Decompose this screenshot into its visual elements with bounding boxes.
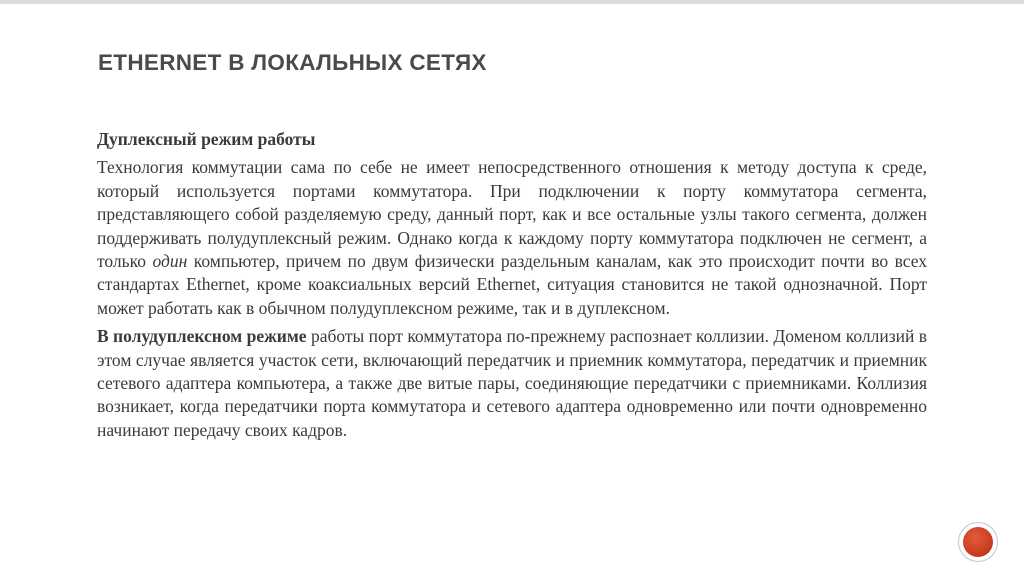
- paragraph-text: работы порт коммутатора по-прежнему распознает коллизии. Доменом коллизий в этом случае является участок сети, включающий передатчик и приемник коммутатора, передатчик и приемник сетевого адаптера компьютера, а также две витые пары, соединяющие передатчики с приемниками. Коллизия возникает, когда передатчики порта коммутатора и сетевого адаптера одновременно или почти одновременно начинают передачу своих кадров.: [97, 326, 927, 440]
- section-heading: Дуплексный режим работы: [97, 129, 316, 149]
- bold-lead-phrase: В полудуплексном режиме: [97, 326, 307, 347]
- emphasis-word: один: [152, 251, 188, 272]
- page-title: ETHERNET В ЛОКАЛЬНЫХ СЕТЯХ: [98, 50, 487, 75]
- paragraph-text: Технология коммутации сама по себе не имеет непосредственного отношения к методу доступа к среде, который используется портами коммутатора. При подключении к порту коммутатора сегмента, представляющего собой разделяемую среду, данный порт, как и все остальные узлы такого сегмента, должен поддерживать полудуплексный режим. Однако когда к каждому порту коммутатора подключен не сегмент, а только: [97, 157, 927, 272]
- paragraph-text: компьютер, причем по двум физически раздельным каналам, как это происходит почти во всех стандартах Ethernet, кроме коаксиальных версий Ethernet, ситуация становится не такой однозначной. Порт может работать как в обычном полудуплексном режиме, так и в дуплексном.: [97, 251, 928, 318]
- circle-icon: [963, 527, 993, 557]
- paragraph-half-duplex: [97, 325, 927, 442]
- slide-content: [97, 128, 927, 442]
- next-slide-button[interactable]: [958, 522, 998, 562]
- paragraph-switching-technology: [97, 156, 927, 320]
- top-divider: [0, 0, 1024, 4]
